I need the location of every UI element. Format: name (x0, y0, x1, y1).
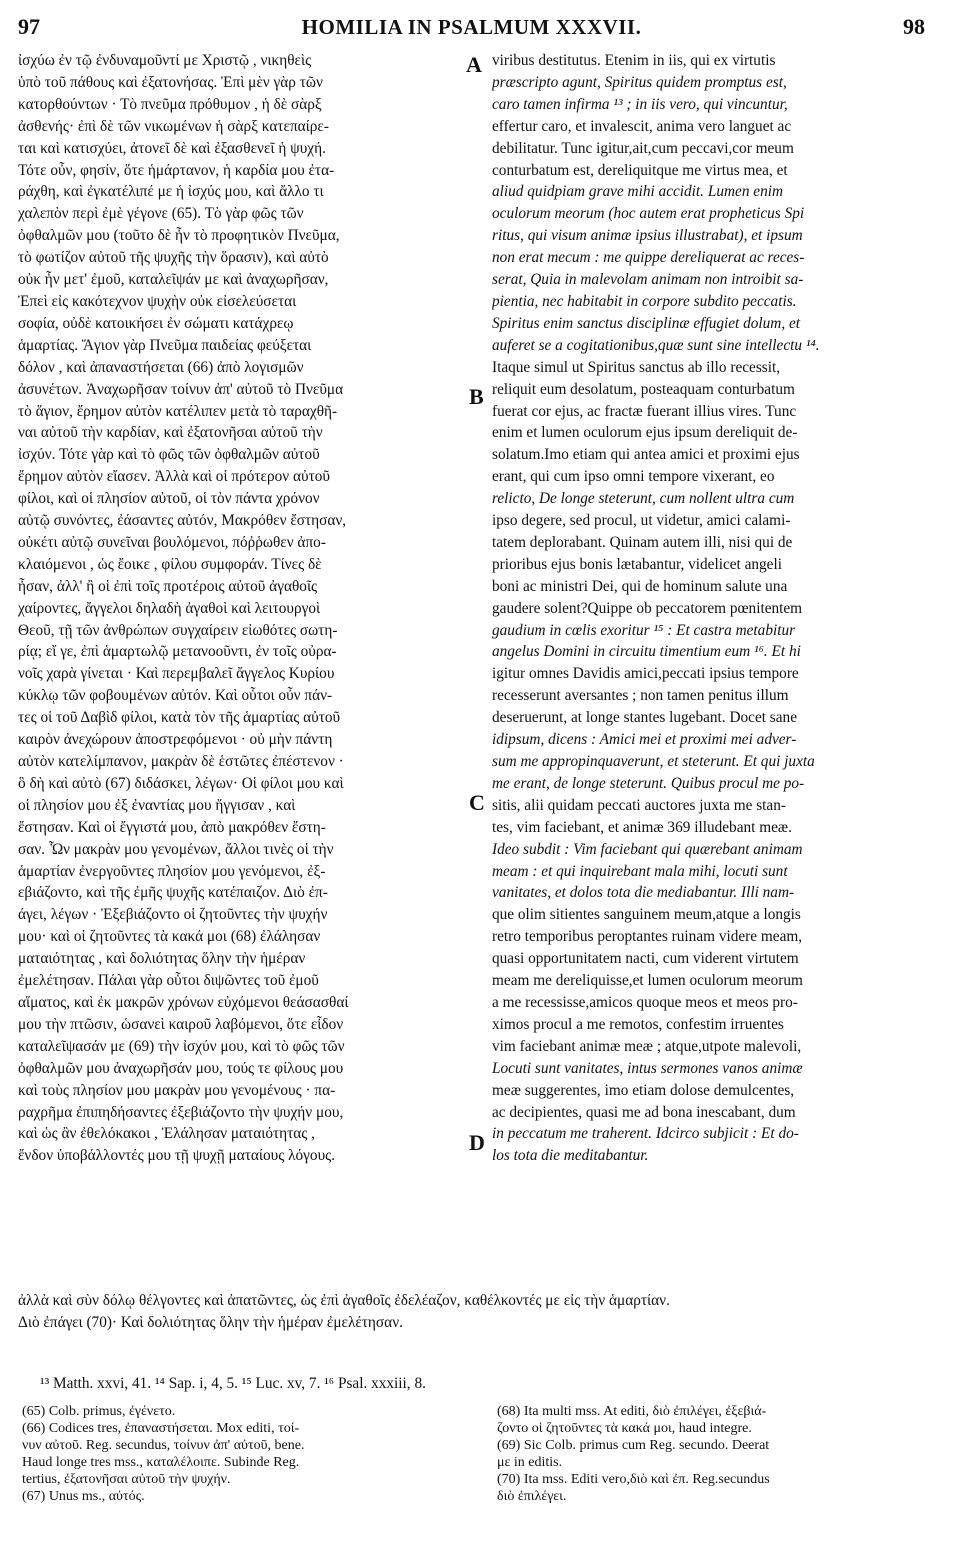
latin-text-line: conturbatum est, dereliquitque me virtus mea, et (492, 161, 788, 179)
latin-text-line: idipsum, dicens : Amici mei et proximi mei adver- (492, 731, 797, 749)
latin-text-line: auferet se a cogitationibus,quæ sunt sine intellectu ¹⁴. (492, 336, 820, 354)
latin-text-line: meam me dereliquisse,et lumen oculorum meorum (492, 972, 803, 990)
greek-text-line: ἀσθενής· ἐπὶ δὲ τῶν νικωμένων ἡ σὰρξ κατεπαίρε- (18, 117, 329, 135)
footnote-line: με in editis. (497, 1455, 563, 1470)
greek-text-line: ἔρημον αὐτὸν εἴασεν. Ἀλλὰ καὶ οἱ πρότερον αὐτοῦ (18, 468, 330, 486)
greek-text-line: οἱ πλησίον μου ἐξ ἐναντίας μου ἤγγισαν , καὶ (18, 796, 296, 814)
right-page-number: 98 (903, 14, 925, 39)
page-header (18, 10, 925, 44)
greek-text-line: ραχρῆμα ἐπιπηδήσαντες ἐξεβιάζοντο τὴν ψυχήν μου, (18, 1103, 344, 1121)
latin-text-line: tatem deplorabant. Quinam autem illi, nisi qui de (492, 533, 793, 551)
greek-text-line: ναι αὐτοῦ τὴν καρδίαν, καὶ ἐξατονῆσαι αὐτοῦ τὴν (18, 424, 323, 442)
greek-text-line: οὐκέτι αὐτῷ συνεῖναι βουλόμενοι, πόῤῥωθεν ἀπο- (18, 533, 326, 551)
greek-text-line: Ἐπεὶ εἰς κακότεχνον ψυχὴν οὐκ εἰσελεύσεται (18, 292, 297, 310)
greek-text-line: εβιάζοντο, καὶ τῆς ἐμῆς ψυχῆς κατέπαιζον. Διὸ ἐπ- (18, 884, 328, 902)
greek-text-line: σαν. Ὧν μακρὰν μου γενομένων, ἄλλοι τινὲς οἱ τὴν (18, 840, 334, 858)
full-width-line: ἀλλὰ καὶ σὺν δόλῳ θέλγοντες καὶ ἀπατῶντες, ὡς ἐπὶ ἀγαθοῖς ἐδελέαζον, καθέλκοντές με εἰς τὴν ἁμαρτίαν. (18, 1292, 670, 1309)
greek-text-line: καὶ ὡς ἂν ἐθελόκακοι , Ἐλάλησαν ματαιότητας , (18, 1125, 315, 1143)
latin-text-line: aliud quidpiam grave mihi accidit. Lumen enim (492, 183, 784, 201)
greek-text-line: καιρὸν ἀνεχώρουν ἀποστρεφόμενοι · οὐ μὴν πάντη (18, 731, 333, 749)
greek-text-line: δόλον , καὶ ἀπαναστήσεται (66) ἀπὸ λογισμῶν (18, 358, 304, 376)
greek-text-line: ἔνδον ὑποβάλλοντές μου τῇ ψυχῇ ματαίους λόγους. (18, 1147, 336, 1165)
latin-text-line: caro tamen infirma ¹³ ; in iis vero, qui vincuntur, (492, 95, 788, 113)
latin-text-line: sitis, alii quidam peccati auctores juxta me stan- (492, 796, 786, 814)
latin-text-line: que olim sitientes sanguinem meum,atque a longis (492, 906, 801, 924)
greek-text-line: αὐτῷ συνόντες, ἐάσαντες αὐτόν, Μακρόθεν ἔστησαν, (18, 512, 347, 530)
latin-text-line: meam : et qui inquirebant mala mihi, locuti sunt (492, 862, 788, 880)
greek-text-line: νοῖς χαρὰ γίνεται · Καὶ περεμβαλεῖ ἄγγελος Κυρίου (18, 665, 335, 683)
greek-text-line: ρίᾳ; εἴ γε, ἐπὶ ἁμαρτωλῷ μετανοοῦντι, ἐν τοῖς οὐρα- (18, 643, 337, 661)
greek-text-line: ἰσχύω ἐν τῷ ἐνδυναμοῦντί με Χριστῷ , νικηθεὶς (18, 52, 312, 69)
latin-text-line: reliquit eum desolatum, posteaquam conturbatum (492, 380, 795, 398)
scripture-references: ¹³ Matth. xxvi, 41. ¹⁴ Sap. i, 4, 5. ¹⁵ Luc. xv, 7. ¹⁶ Psal. xxxiii, 8. (40, 1375, 426, 1392)
latin-text-line: me erant, de longe steterunt. Quibus procul me po- (492, 774, 805, 792)
greek-text-line: ἐμελέτησαν. Πάλαι γὰρ οὗτοι διψῶντες τοῦ ἐμοῦ (18, 972, 319, 990)
latin-text-line: ipso degere, sed procul, ut videtur, amici calami- (492, 512, 791, 530)
greek-text-line: ράχθη, καὶ ἐγκατέλιπέ με ἡ ἰσχύς μου, καὶ ἄλλο τι (18, 183, 324, 201)
footnote-line: (67) Unus ms., αὐτός. (22, 1489, 145, 1504)
greek-text-line: ται καὶ κατισχύει, ἀτονεῖ δὲ καὶ ἐξασθενεῖ ἡ ψυχή. (18, 139, 326, 157)
latin-text-line: prioribus ejus bonis lætabantur, videlicet angeli (492, 555, 782, 573)
latin-text-line: deseruerunt, at longe stantes lugebant. Docet sane (492, 709, 797, 727)
greek-text-line: τες οἱ τοῦ Δαβὶδ φίλοι, κατὰ τὸν τῆς ἁμαρτίας αὐτοῦ (18, 709, 341, 727)
footnotes-left (22, 1403, 462, 1505)
greek-text-line: μου τὴν πτῶσιν, ὡσανεὶ καιροῦ λαβόμενοι, ὅτε εἶδον (18, 1015, 344, 1033)
greek-text-line: ἁμαρτίας. Ἅγιον γὰρ Πνεῦμα παιδείας φεύξεται (18, 336, 312, 354)
margin-marker-d: D (469, 1130, 485, 1155)
margin-marker-b: B (469, 384, 484, 409)
latin-text-line: boni ac ministri Dei, qui de hominum salute una (492, 577, 788, 595)
greek-text-line: κύκλῳ τῶν φοβουμένων αὐτόν. Καὶ οὗτοι οὖν πάν- (18, 687, 333, 705)
latin-text-line: los tota die meditabantur. (492, 1147, 649, 1165)
latin-text-line: serat, Quia in malevolam animam non introibit sa- (492, 271, 804, 289)
greek-text-line: αὐτὸν κατελίμπανον, μακρὰν δὲ ἑστῶτες ἐπέστενον · (18, 753, 344, 770)
latin-text-line: recesserunt aversantes ; non tamen penitus illum (492, 687, 789, 705)
greek-text-line: χαλεπὸν περὶ ἐμὲ γέγονε (65). Τὸ γὰρ φῶς τῶν (18, 205, 304, 223)
greek-text-line: ὃ δὴ καὶ αὐτὸ (67) διδάσκει, λέγων· Οἱ φίλοι μου καὶ (18, 774, 344, 792)
footnote-line: tertius, ἐξατονῆσαι αὐτοῦ τὴν ψυχήν. (22, 1472, 231, 1487)
latin-text-line: angelus Domini in circuitu timentium eum ¹⁶. Et hi (492, 643, 801, 661)
latin-text-line: præscripto agunt, Spiritus quidem promptus est, (492, 73, 787, 91)
latin-text-line: ximos procul a me remotos, confestim irruentes (492, 1015, 784, 1033)
latin-text-line: non erat mecum : me quippe dereliquerat ac reces- (492, 249, 805, 267)
latin-text-line: debilitatur. Tunc igitur,ait,cum peccavi,cor meum (492, 139, 794, 157)
footnote-line: νυν αὐτοῦ. Reg. secundus, τοίνυν ἀπ' αὐτοῦ, bene. (22, 1438, 305, 1453)
full-width-line: Διὸ ἐπάγει (70)· Καὶ δολιότητας ὅλην τὴν ἡμέραν ἐμελέτησαν. (18, 1314, 403, 1331)
latin-text-column (492, 50, 930, 1167)
footnote-line: (69) Sic Colb. primus cum Reg. secundo. Deerat (497, 1438, 770, 1453)
greek-text-line: ὀφθαλμῶν μου ἀναχωρῆσάν μου, τούς τε φίλους μου (18, 1059, 344, 1077)
greek-text-line: μου· καὶ οἱ ζητοῦντες τὰ κακά μοι (68) ἐλάλησαν (18, 928, 321, 946)
latin-text-line: meæ suggerentes, imo etiam dolose demulcentes, (492, 1081, 795, 1099)
greek-text-column (18, 50, 470, 1167)
latin-text-line: Locuti sunt vanitates, intus sermones vanos animæ (492, 1059, 803, 1077)
latin-text-line: viribus destitutus. Etenim in iis, qui ex virtutis (492, 52, 776, 69)
footnote-line: (68) Ita multi mss. At editi, διὸ ἐπιλέγει, ἐξεβιά- (497, 1404, 767, 1419)
latin-text-line: relicto, De longe steterunt, cum nollent ultra cum (492, 490, 795, 508)
footnote-line: Haud longe tres mss., καταλέλοιπε. Subinde Reg. (22, 1455, 300, 1470)
greek-text-line: τὸ φωτίζον αὐτοῦ τῆς ψυχῆς τὴν ὅρασιν), καὶ αὐτὸ (18, 249, 329, 267)
latin-text-line: Spiritus enim sanctus disciplinæ effugiet dolum, et (492, 314, 801, 332)
latin-text-line: gaudium in cœlis exoritur ¹⁵ : Et castra metabitur (492, 621, 796, 639)
footnote-line: (66) Codices tres, ἐπαναστήσεται. Mox editi, τοί- (22, 1421, 300, 1436)
greek-text-line: ὑπὸ τοῦ πάθους καὶ ἐξατονήσας. Ἐπὶ μὲν γὰρ τῶν (18, 73, 323, 91)
footnote-line: ζοντο οἱ ζητοῦντες τὰ κακά μοι, haud integre. (497, 1421, 752, 1436)
greek-text-line: άγει, λέγων · Ἐξεβιάζοντο οἱ ζητοῦντες τὴν ψυχήν (18, 906, 328, 924)
latin-text-line: vanitates, et dolos tota die mediabantur. Illi nam- (492, 884, 795, 902)
latin-text-line: oculorum meorum (hoc autem erat propheticus Spi (492, 205, 805, 223)
footnotes-right (497, 1403, 937, 1505)
latin-text-line: fuerat cor ejus, ac fractæ fuerant illius vires. Tunc (492, 402, 797, 420)
latin-text-line: in peccatum me traherent. Idcirco subjicit : Et do- (492, 1125, 799, 1143)
greek-text-line: ματαιότητας , καὶ δολιότητας ὅλην τὴν ἡμέραν (18, 950, 306, 968)
latin-text-line: erant, qui cum ipso omni tempore vixerant, eo (492, 468, 775, 486)
greek-text-line: καταλεῖψασάν με (69) τὴν ἰσχύν μου, καὶ τὸ φῶς τῶν (18, 1037, 345, 1055)
latin-text-line: ac decipientes, quasi me ad bona inescabant, dum (492, 1103, 796, 1121)
latin-text-line: solatum.Imo etiam qui antea amici et proximi ejus (492, 446, 800, 464)
latin-text-line: tes, vim faciebant, et animæ 369 illudebant meæ. (492, 818, 792, 836)
greek-text-line: τὸ ἅγιον, ἔρημον αὐτὸν κατέλιπεν μετὰ τὸ ταραχθῆ- (18, 402, 338, 420)
greek-text-line: κατορθούντων · Τὸ πνεῦμα πρόθυμον , ἡ δὲ σὰρξ (18, 95, 322, 113)
greek-text-line: κλαιόμενοι , ὡς ἔοικε , φίλου συμφοράν. Τίνες δὲ (18, 555, 322, 573)
left-page-number: 97 (18, 14, 40, 39)
latin-text-line: vim faciebant animæ meæ ; atque,utpote malevoli, (492, 1037, 802, 1055)
latin-text-line: sum me appropinquaverunt, et steterunt. Et qui juxta (492, 753, 815, 770)
greek-text-line: Θεοῦ, τῇ τῶν ἀνθρώπων συγχαίρειν εἰωθότες σωτη- (18, 621, 338, 639)
greek-text-line: ἦσαν, ἀλλ' ἢ οἱ ἐπὶ τοῖς προτέροις αὐτοῦ ἀγαθοῖς (18, 577, 318, 595)
greek-text-line: φίλοι, καὶ οἱ πλησίον αὐτοῦ, οἱ τὸν πάντα χρόνον (18, 490, 320, 508)
greek-text-line: ἰσχύν. Τότε γὰρ καὶ τὸ φῶς τῶν ὀφθαλμῶν αὐτοῦ (18, 446, 320, 464)
greek-text-line: ἀσυνέτων. Ἀναχωρῆσαν τοίνυν ἀπ' αὐτοῦ τὸ Πνεῦμα (18, 380, 344, 398)
footnote-line: (70) Ita mss. Editi vero,διὸ καὶ ἐπ. Reg.secundus (497, 1472, 770, 1487)
margin-marker-a: A (466, 52, 482, 77)
greek-text-line: Τότε οὖν, φησίν, ὅτε ἡμάρτανον, ἡ καρδία μου ἐτα- (18, 161, 335, 179)
footnote-line: (65) Colb. primus, ἐγένετο. (22, 1404, 176, 1419)
latin-text-line: gaudere solent?Quippe ob peccatorem pœnitentem (492, 599, 803, 617)
latin-text-line: Itaque simul ut Spiritus sanctus ab illo recessit, (492, 358, 781, 376)
greek-text-line: οὐκ ἦν μετ' ἐμοῦ, καταλεῖψάν με καὶ ἀναχωρῆσαν, (18, 271, 329, 289)
latin-text-line: effertur caro, et invalescit, anima vero languet ac (492, 117, 792, 135)
footnote-line: διὸ ἐπιλέγει. (497, 1489, 567, 1504)
greek-text-line: καὶ τοὺς πλησίον μου μακρὰν μου γενομένους · πα- (18, 1081, 336, 1099)
greek-text-line: ὀφθαλμῶν μου (τοῦτο δὲ ἦν τὸ προφητικὸν Πνεῦμα, (18, 227, 340, 245)
latin-text-line: ritus, qui visum animæ ipsius illustrabat), et ipsum (492, 227, 803, 245)
greek-text-line: σοφία, οὐδὲ κατοικήσει ἐν σώματι κατάχρεῳ (18, 314, 294, 332)
greek-text-line: χαίροντες, ἄγγελοι δηλαδὴ ἀγαθοὶ καὶ λειτουργοὶ (18, 599, 321, 617)
running-title: HOMILIA IN PSALMUM XXXVII. (301, 14, 642, 39)
latin-text-line: igitur omnes Davidis amici,peccati ipsius tempore (492, 665, 799, 683)
latin-text-line: quasi opportunitatem nacti, cum viderent virtutem (492, 950, 799, 968)
latin-text-line: enim et lumen oculorum ejus ipsum dereliquit de- (492, 424, 798, 442)
greek-text-line: ἁμαρτίαν ἐνεργοῦντες πλησίον μου γενόμενοι, ἐξ- (18, 862, 326, 880)
latin-text-line: a me recessisse,amicos quoque meos et meos pro- (492, 993, 798, 1011)
margin-marker-c: C (469, 790, 485, 815)
latin-text-line: Ideo subdit : Vim faciebant qui quærebant animam (492, 840, 803, 858)
latin-text-line: retro temporibus peroptantes ruinam videre meam, (492, 928, 803, 946)
greek-text-line: αἵματος, καὶ ἐκ μακρῶν χρόνων εὐχόμενοι θεάσασθαί (18, 993, 349, 1011)
greek-text-line: ἔστησαν. Καὶ οἱ ἔγγιστά μου, ἀπὸ μακρόθεν ἔστη- (18, 818, 326, 836)
latin-text-line: pientia, nec habitabit in corpore subdito peccatis. (492, 292, 797, 310)
